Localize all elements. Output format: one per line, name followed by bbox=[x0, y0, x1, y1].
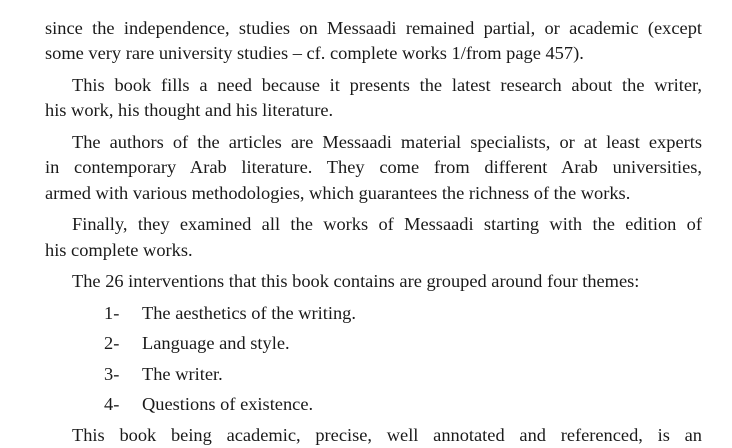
list-text: Language and style. bbox=[142, 331, 290, 357]
list-text: The aesthetics of the writing. bbox=[142, 301, 356, 327]
document-page bbox=[45, 0, 702, 448]
list-item bbox=[45, 301, 702, 327]
list-item bbox=[45, 331, 702, 357]
text-line: The authors of the articles are Messaadi material specialists, or at least experts bbox=[45, 130, 702, 156]
list-text: Questions of existence. bbox=[142, 392, 313, 418]
list-number: 4- bbox=[104, 392, 142, 418]
text-line: The 26 interventions that this book contains are grouped around four themes: bbox=[45, 269, 702, 295]
text-line: his complete works. bbox=[45, 238, 702, 264]
paragraph-5 bbox=[45, 269, 702, 295]
paragraph-2 bbox=[45, 73, 702, 124]
text-line: since the independence, studies on Messaadi remained partial, or academic (except bbox=[45, 16, 702, 42]
list-number: 3- bbox=[104, 362, 142, 388]
list-item bbox=[45, 392, 702, 418]
paragraph-3 bbox=[45, 130, 702, 207]
list-number: 1- bbox=[104, 301, 142, 327]
paragraph-1 bbox=[45, 16, 702, 67]
text-line: This book fills a need because it presents the latest research about the writer, bbox=[45, 73, 702, 99]
text-line: armed with various methodologies, which guarantees the richness of the works. bbox=[45, 181, 702, 207]
text-line: Finally, they examined all the works of Messaadi starting with the edition of bbox=[45, 212, 702, 238]
text-line: some very rare university studies – cf. complete works 1/from page 457). bbox=[45, 41, 702, 67]
text-line: in contemporary Arab literature. They come from different Arab universities, bbox=[45, 155, 702, 181]
text-line: his work, his thought and his literature. bbox=[45, 98, 702, 124]
list-item bbox=[45, 362, 702, 388]
paragraph-4 bbox=[45, 212, 702, 263]
cut-off-line bbox=[45, 0, 702, 16]
list-number: 2- bbox=[104, 331, 142, 357]
closing-line: This book being academic, precise, well annotated and referenced, is an bbox=[45, 423, 702, 448]
themes-list bbox=[45, 301, 702, 418]
list-text: The writer. bbox=[142, 362, 223, 388]
